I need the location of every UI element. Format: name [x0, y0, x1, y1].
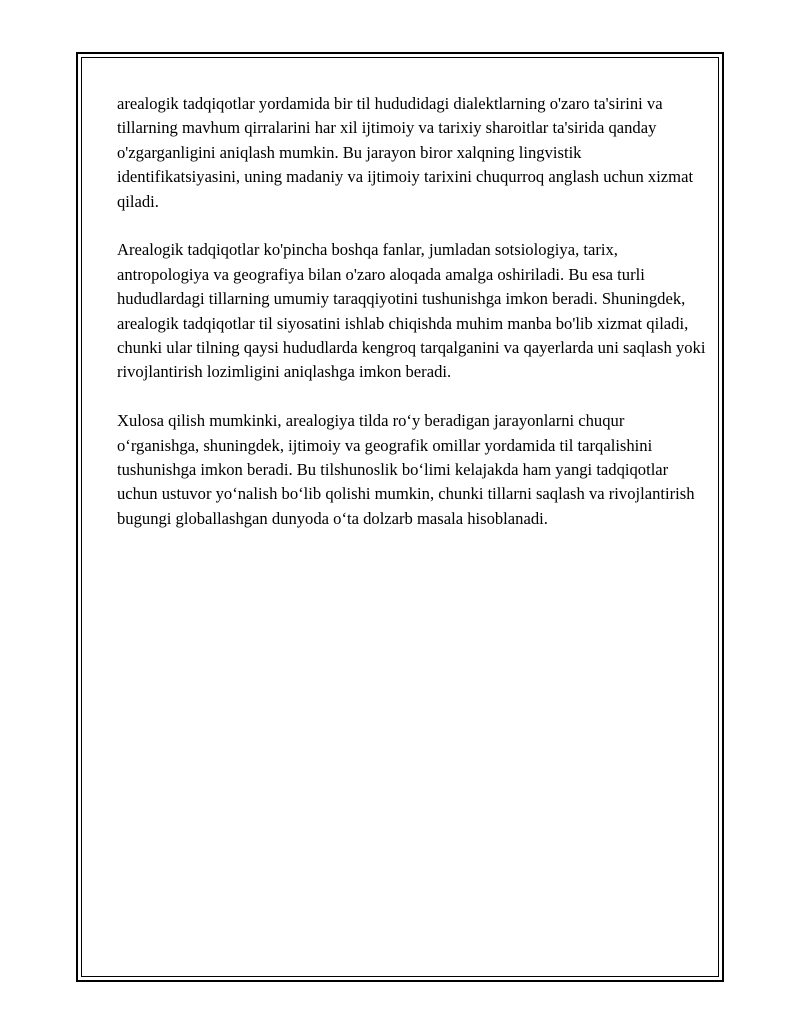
paragraph-1: arealogik tadqiqotlar yordamida bir til hududidagi dialektlarning o'zaro ta'sirini va tillarning mavhum qirralarini har xil ijtimoiy va tarixiy sharoitlar ta'sirida qanday o'zgarganligini aniqlash mumkin. Bu jarayon biror xalqning lingvistik identifikatsiyasini, uning madaniy va ijtimoiy tarixini chuqurroq anglash uchun xizmat qiladi. — [117, 94, 694, 211]
paragraph-2: Arealogik tadqiqotlar ko'pincha boshqa fanlar, jumladan sotsiologiya, tarix, antropologiya va geografiya bilan o'zaro aloqada amalga oshiriladi. Bu esa turli hududlardagi tillarning umumiy taraqqiyotini tushunishga imkon beradi. Shuningdek, arealogik tadqiqotlar til siyosatini ishlab chiqishda muhim manba bo'lib xizmat qiladi, chunki ular tilning qaysi hududlarda kengroq tarqalganini va qayerlarda uni saqlash yoki rivojlantirish lozimligini aniqlashga imkon beradi. — [117, 240, 706, 382]
paragraph-3: Xulosa qilish mumkinki, arealogiya tilda ro‘y beradigan jarayonlarni chuqur o‘rganishga, shuningdek, ijtimoiy va geografik omillar yordamida til tarqalishini tushunishga imkon beradi. Bu tilshunoslik bo‘limi kelajakda ham yangi tadqiqotlar uchun ustuvor yo‘nalish bo‘lib qolishi mumkin, chunki tillarni saqlash va rivojlantirish bugungi globallashgan dunyoda o‘ta dolzarb masala hisoblanadi. — [117, 411, 695, 528]
document-body — [117, 92, 707, 556]
